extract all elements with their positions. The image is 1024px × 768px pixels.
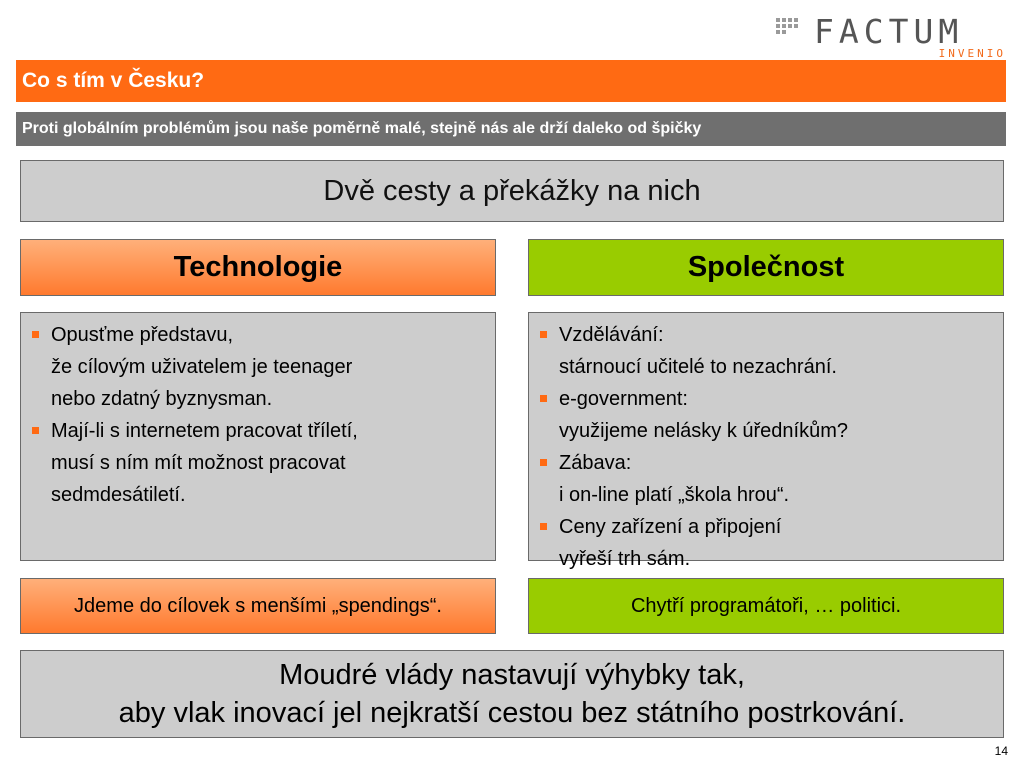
bullet-item xyxy=(539,319,997,383)
bullet-square-icon xyxy=(540,459,547,466)
technology-footer-box xyxy=(20,578,496,634)
page-number: 14 xyxy=(994,744,1008,758)
logo-dots-icon xyxy=(776,18,806,40)
bullet-line: vyřeší trh sám. xyxy=(559,548,691,570)
society-heading-box xyxy=(528,239,1004,296)
logo-wordmark: FACTUM xyxy=(814,12,964,51)
technology-bullets-box xyxy=(20,312,496,561)
bullet-line: i on-line platí „škola hrou“. xyxy=(559,484,790,506)
logo-subtitle: INVENIO xyxy=(938,47,1006,60)
conclusion-line-1: Moudré vlády nastavují výhybky tak, xyxy=(279,659,745,691)
bullet-square-icon xyxy=(32,427,39,434)
technology-footer: Jdeme do cílovek s menšími „spendings“. xyxy=(74,594,442,617)
bullet-item xyxy=(539,447,997,511)
factum-invenio-logo xyxy=(776,12,1012,60)
bullet-line: stárnoucí učitelé to nezachrání. xyxy=(559,356,837,378)
bullet-line: Ceny zařízení a připojení xyxy=(559,516,782,538)
bullet-line: e-government: xyxy=(559,388,688,410)
headline-box xyxy=(20,160,1004,222)
technology-heading: Technologie xyxy=(173,251,343,283)
society-footer: Chytří programátoři, … politici. xyxy=(630,594,902,617)
conclusion-line-2: aby vlak inovací jel nejkratší cestou bez státního postrkování. xyxy=(118,697,906,729)
bullet-line: Vzdělávání: xyxy=(559,324,664,346)
bullet-square-icon xyxy=(32,331,39,338)
society-bullet-list xyxy=(529,313,1003,575)
bullet-square-icon xyxy=(540,523,547,530)
bullet-line: sedmdesátiletí. xyxy=(51,484,186,506)
bullet-line: Mají-li s internetem pracovat tříletí, xyxy=(51,420,358,442)
society-bullets-box xyxy=(528,312,1004,570)
bullet-item xyxy=(31,319,489,415)
bullet-line: využijeme nelásky k úředníkům? xyxy=(559,420,849,442)
bullet-line: nebo zdatný byznysman. xyxy=(51,388,273,410)
bullet-square-icon xyxy=(540,331,547,338)
technology-bullet-list xyxy=(21,313,495,511)
bullet-line: Opusťme představu, xyxy=(51,324,234,346)
bullet-square-icon xyxy=(540,395,547,402)
society-heading: Společnost xyxy=(687,251,845,283)
bullet-line: Zábava: xyxy=(559,452,632,474)
bullet-item xyxy=(539,511,997,575)
bullet-line: musí s ním mít možnost pracovat xyxy=(51,452,346,474)
headline-text: Dvě cesty a překážky na nich xyxy=(323,174,701,207)
technology-heading-box xyxy=(20,239,496,296)
society-footer-box xyxy=(528,578,1004,634)
slide-subtitle: Proti globálním problémům jsou naše poměrně malé, stejně nás ale drží daleko od špičky xyxy=(16,112,1006,146)
bullet-line: že cílovým uživatelem je teenager xyxy=(51,356,353,378)
bullet-item xyxy=(31,415,489,511)
slide-title: Co s tím v Česku? xyxy=(16,60,1006,102)
bullet-item xyxy=(539,383,997,447)
conclusion-box xyxy=(20,650,1004,738)
